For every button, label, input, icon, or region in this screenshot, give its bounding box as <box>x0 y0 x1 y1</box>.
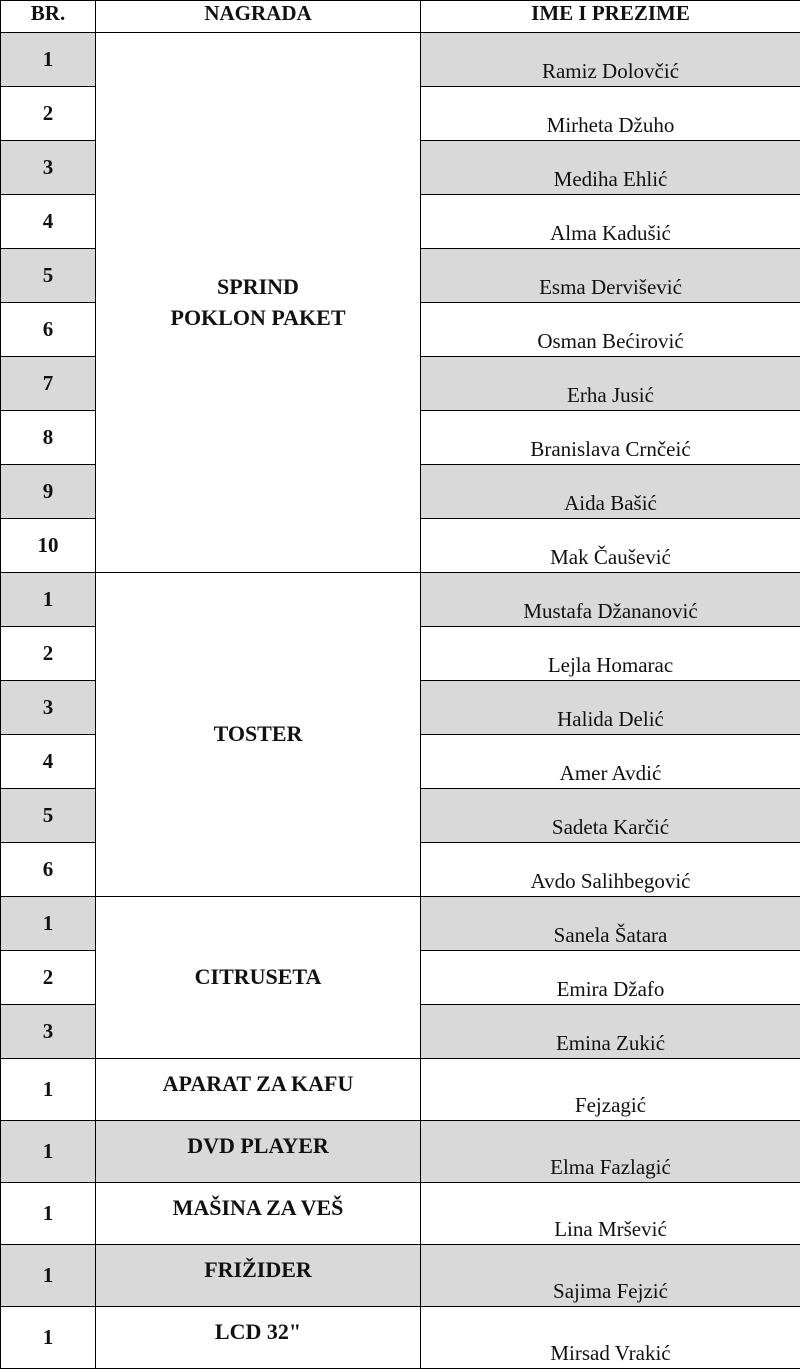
prize-label: SPRIND <box>96 272 420 303</box>
table-row <box>1 1059 800 1121</box>
winner-name: Mak Čaušević <box>421 519 800 573</box>
row-number: 3 <box>1 1005 96 1059</box>
row-number: 4 <box>1 195 96 249</box>
row-number: 1 <box>1 33 96 87</box>
row-number: 2 <box>1 87 96 141</box>
prize-label: POKLON PAKET <box>96 303 420 334</box>
row-number: 6 <box>1 303 96 357</box>
row-number: 9 <box>1 465 96 519</box>
winner-name: Amer Avdić <box>421 735 800 789</box>
row-number: 1 <box>1 1307 96 1369</box>
winner-name: Esma Dervišević <box>421 249 800 303</box>
table-row <box>1 897 800 951</box>
prize-label: TOSTER <box>96 719 420 750</box>
winner-name: Lejla Homarac <box>421 627 800 681</box>
row-number: 3 <box>1 141 96 195</box>
row-number: 1 <box>1 1121 96 1183</box>
prize-cell <box>96 1307 421 1369</box>
header-name: IME I PREZIME <box>421 1 800 33</box>
winner-name: Mediha Ehlić <box>421 141 800 195</box>
row-number: 3 <box>1 681 96 735</box>
prize-label: CITRUSETA <box>96 962 420 993</box>
row-number: 5 <box>1 789 96 843</box>
prize-label: LCD 32" <box>96 1317 420 1348</box>
row-number: 1 <box>1 1059 96 1121</box>
row-number: 1 <box>1 573 96 627</box>
table-body <box>1 33 800 1369</box>
table-row <box>1 1245 800 1307</box>
winner-name: Osman Bećirović <box>421 303 800 357</box>
header-prize: NAGRADA <box>96 1 421 33</box>
header-row <box>1 1 800 33</box>
prize-cell <box>96 897 421 1059</box>
table-row <box>1 33 800 87</box>
winner-name: Halida Delić <box>421 681 800 735</box>
winner-name: Elma Fazlagić <box>421 1121 800 1183</box>
row-number: 5 <box>1 249 96 303</box>
winner-name: Avdo Salihbegović <box>421 843 800 897</box>
prize-label: DVD PLAYER <box>96 1131 420 1162</box>
prize-label: APARAT ZA KAFU <box>96 1069 420 1100</box>
row-number: 2 <box>1 627 96 681</box>
winner-name: Aida Bašić <box>421 465 800 519</box>
row-number: 1 <box>1 1245 96 1307</box>
winner-name: Mirsad Vrakić <box>421 1307 800 1369</box>
prize-label: FRIŽIDER <box>96 1255 420 1286</box>
winner-name: Sadeta Karčić <box>421 789 800 843</box>
prize-cell <box>96 1059 421 1121</box>
winner-name: Erha Jusić <box>421 357 800 411</box>
winner-name: Lina Mršević <box>421 1183 800 1245</box>
table-row <box>1 1183 800 1245</box>
row-number: 4 <box>1 735 96 789</box>
winner-name: Emira Džafo <box>421 951 800 1005</box>
winner-name: Alma Kadušić <box>421 195 800 249</box>
winner-name: Sajima Fejzić <box>421 1245 800 1307</box>
winner-name: Branislava Crnčeić <box>421 411 800 465</box>
row-number: 6 <box>1 843 96 897</box>
table-row <box>1 1307 800 1369</box>
table-row <box>1 1121 800 1183</box>
row-number: 10 <box>1 519 96 573</box>
winner-name: Ramiz Dolovčić <box>421 33 800 87</box>
row-number: 2 <box>1 951 96 1005</box>
prize-cell <box>96 1183 421 1245</box>
row-number: 1 <box>1 897 96 951</box>
winner-name: Emina Zukić <box>421 1005 800 1059</box>
prize-label: MAŠINA ZA VEŠ <box>96 1193 420 1224</box>
header-number: BR. <box>1 1 96 33</box>
winner-name: Mirheta Džuho <box>421 87 800 141</box>
winner-name: Sanela Šatara <box>421 897 800 951</box>
prize-cell <box>96 33 421 573</box>
winner-name: Fejzagić <box>421 1059 800 1121</box>
row-number: 1 <box>1 1183 96 1245</box>
prize-cell <box>96 1121 421 1183</box>
row-number: 7 <box>1 357 96 411</box>
table-row <box>1 573 800 627</box>
row-number: 8 <box>1 411 96 465</box>
winner-name: Mustafa Džananović <box>421 573 800 627</box>
prize-cell <box>96 573 421 897</box>
prize-cell <box>96 1245 421 1307</box>
